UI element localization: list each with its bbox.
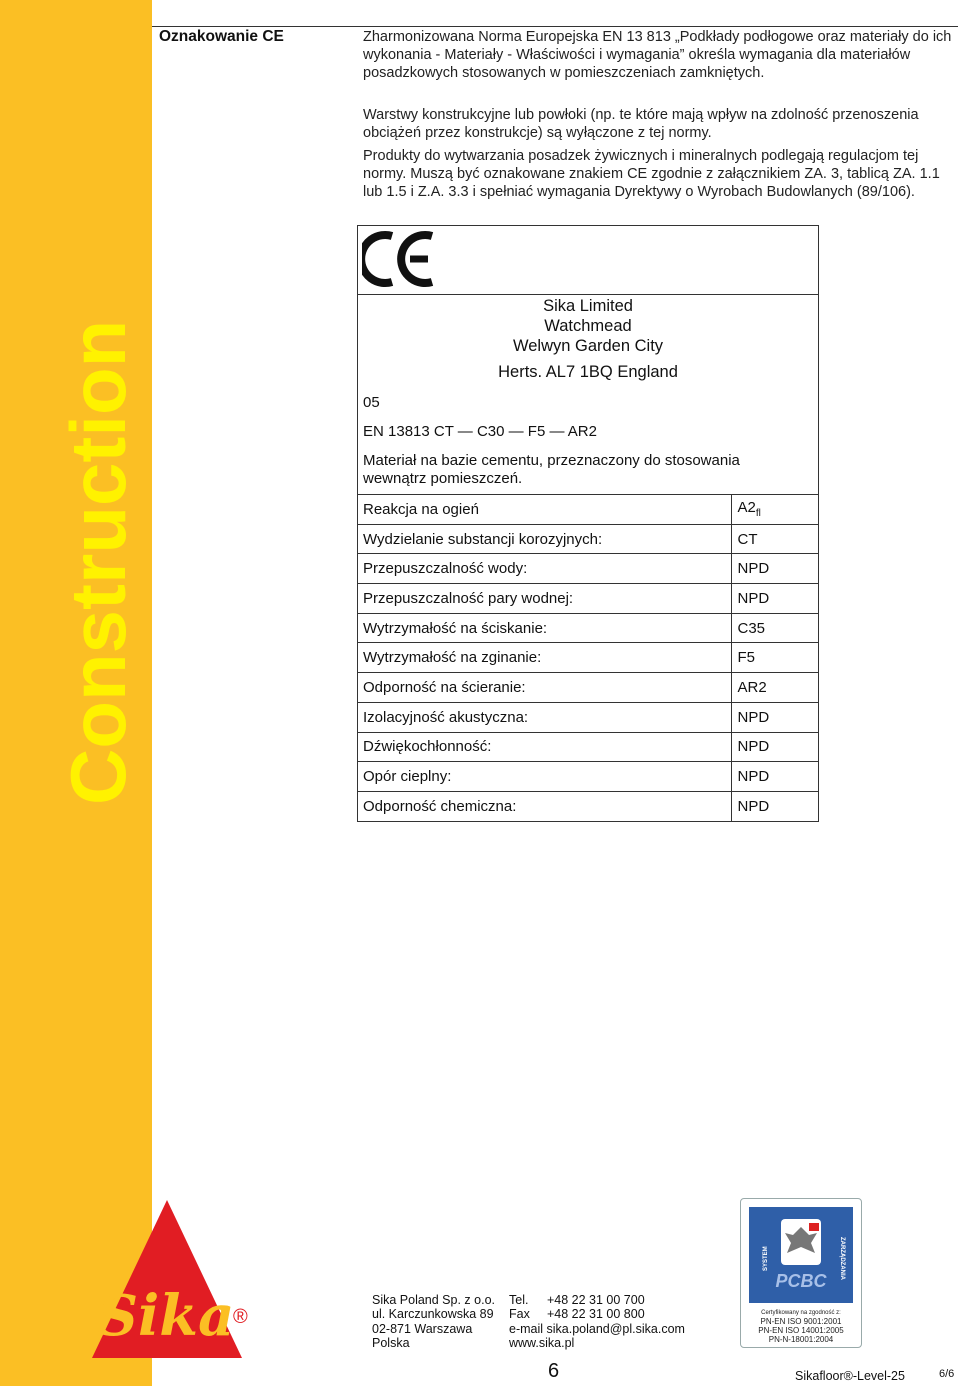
properties-table — [357, 494, 819, 821]
property-value: NPD — [731, 554, 819, 584]
property-value: AR2 — [731, 673, 819, 703]
section-title: Oznakowanie CE — [159, 28, 284, 45]
property-name: Reakcja na ogień — [357, 495, 731, 525]
property-name: Przepuszczalność pary wodnej: — [357, 584, 731, 614]
ce-description: Materiał na bazie cementu, przeznaczony do stosowania wewnątrz pomieszczeń. — [363, 452, 740, 487]
product-name: Sikafloor®-Level-25 — [795, 1369, 905, 1383]
address-line-1: Sika Limited — [543, 297, 633, 315]
cert-standard-1: PN-EN ISO 9001:2001 — [760, 1317, 842, 1326]
address-line-4: Herts. AL7 1BQ England — [498, 363, 678, 381]
phone-label: Tel. — [509, 1293, 529, 1307]
website-link[interactable]: www.sika.pl — [509, 1336, 575, 1351]
sidebar-band — [0, 0, 152, 1386]
property-name: Wydzielanie substancji korozyjnych: — [357, 524, 731, 554]
certification-badge — [740, 1198, 862, 1348]
sika-logo-text: Sika — [97, 1283, 235, 1349]
phone-number: +48 22 31 00 700 — [547, 1293, 645, 1307]
cert-side-left: SYSTEM — [763, 1246, 769, 1271]
table-row — [357, 732, 819, 762]
table-row — [357, 762, 819, 792]
sika-logo — [62, 1195, 252, 1360]
exclusion-paragraph: Warstwy konstrukcyjne lub powłoki (np. te które mają wpływ na zdolność przenoszenia obciążeń przez konstrukcje) są wyłączone z tej normy. — [363, 107, 919, 141]
intro-paragraph: Zharmonizowana Norma Europejska EN 13 813 „Podkłady podłogowe oraz materiały do ich wykonania - Materiały - Właściwości i wymagania” określa wymagania dla materiałów posadzkowych stosowanych w pomieszczeniach zamkniętych. — [363, 29, 952, 81]
page-fraction: 6/6 — [939, 1368, 955, 1380]
property-name: Opór cieplny: — [357, 762, 731, 792]
property-value: C35 — [731, 613, 819, 643]
property-value: CT — [731, 524, 819, 554]
table-row — [357, 673, 819, 703]
cert-standard-2: PN-EN ISO 14001:2005 — [758, 1326, 844, 1335]
table-row — [357, 791, 819, 821]
table-row — [357, 702, 819, 732]
sidebar-construction-label: Construction — [54, 319, 142, 805]
company-city: 02-871 Warszawa — [372, 1321, 473, 1336]
table-row — [357, 584, 819, 614]
address-line-2: Watchmead — [544, 317, 632, 335]
footer-company-address — [372, 1293, 495, 1351]
table-row — [357, 524, 819, 554]
company-street: ul. Karczunkowska 89 — [372, 1307, 494, 1322]
company-name: Sika Poland Sp. z o.o. — [372, 1293, 495, 1307]
regulation-paragraph: Produkty do wytwarzania posadzek żywicznych i mineralnych podlegają regulacjom tej normy. Muszą być oznakowane znakiem CE zgodnie z załącznikiem ZA. 3, tablicą ZA. 1.1 lub 1.5 i Z.A. 3.3 i spełniać wymagania Dyrektywy o Wyrobach Budowlanych (89/106). — [363, 148, 940, 200]
property-name: Odporność na ścieranie: — [357, 673, 731, 703]
cert-standard-3: PN-N-18001:2004 — [768, 1335, 834, 1344]
property-value: NPD — [731, 702, 819, 732]
table-row — [357, 495, 819, 525]
page-number: 6 — [548, 1360, 560, 1382]
table-row — [357, 613, 819, 643]
company-country: Polska — [372, 1336, 410, 1351]
property-value: NPD — [731, 732, 819, 762]
property-name: Przepuszczalność wody: — [357, 554, 731, 584]
property-value: F5 — [731, 643, 819, 673]
email-link[interactable]: e-mail sika.poland@pl.sika.com — [509, 1321, 685, 1336]
footer-contact — [509, 1293, 685, 1351]
phone-line — [509, 1293, 685, 1307]
property-name: Wytrzymałość na zginanie: — [357, 643, 731, 673]
sika-registered-mark: ® — [233, 1306, 248, 1328]
property-name: Izolacyjność akustyczna: — [357, 702, 731, 732]
property-value: NPD — [731, 584, 819, 614]
ce-year: 05 — [363, 394, 380, 411]
property-value: NPD — [731, 762, 819, 792]
property-name: Dźwiękochłonność: — [357, 732, 731, 762]
fax-label: Fax — [509, 1307, 530, 1322]
table-row — [357, 643, 819, 673]
header-rule — [152, 26, 958, 27]
property-name: Odporność chemiczna: — [357, 791, 731, 821]
cert-emblem-panel — [749, 1207, 853, 1303]
cert-caption: Certyfikowany na zgodność z: — [761, 1310, 841, 1316]
eagle-emblem-icon — [779, 1217, 823, 1267]
cert-brand: PCBC — [775, 1271, 827, 1291]
property-value: NPD — [731, 791, 819, 821]
ce-standard: EN 13813 CT — C30 — F5 — AR2 — [363, 423, 597, 440]
cert-side-right: ZARZĄDZANIA — [839, 1237, 845, 1280]
address-line-3: Welwyn Garden City — [512, 337, 664, 355]
fax-number: +48 22 31 00 800 — [547, 1307, 645, 1322]
fax-line — [509, 1307, 685, 1321]
property-name: Wytrzymałość na ściskanie: — [357, 613, 731, 643]
ce-mark-icon — [362, 230, 436, 288]
property-value: $A2_{fl}$ — [731, 495, 819, 525]
table-row — [357, 554, 819, 584]
